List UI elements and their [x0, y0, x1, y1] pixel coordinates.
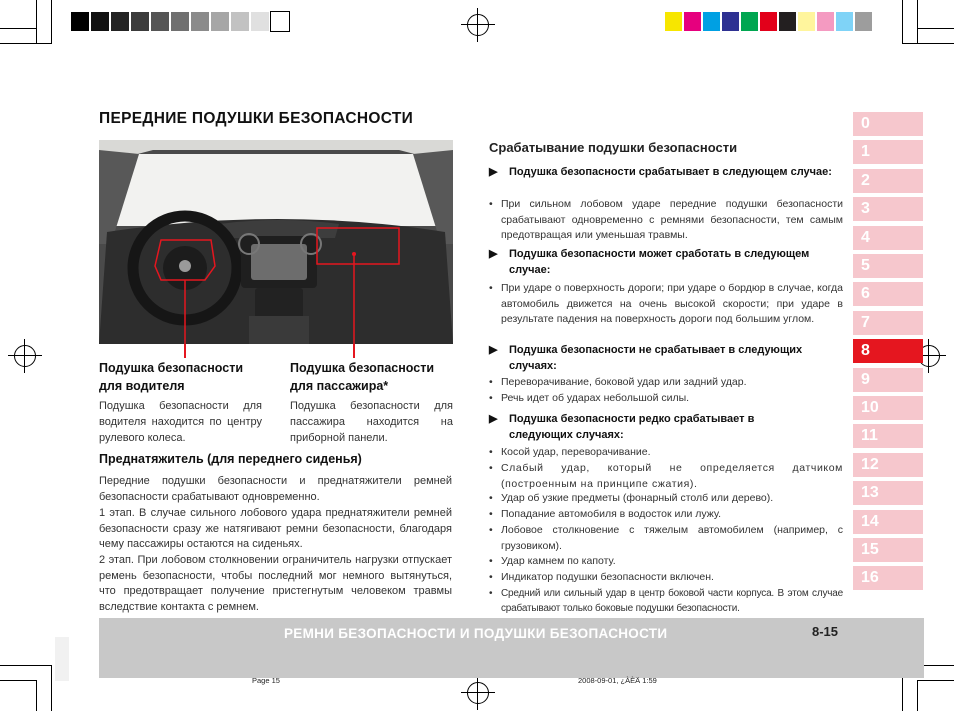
list-item — [489, 570, 843, 586]
bullet-icon: • — [489, 198, 493, 210]
deploys-subheading — [489, 165, 843, 181]
list-item — [489, 586, 843, 616]
bullet-icon: • — [489, 392, 493, 404]
list-item — [489, 523, 843, 554]
list-item — [489, 507, 843, 523]
list-item-text: Речь идет об ударах небольшой силы. — [501, 392, 690, 404]
chapter-tab-1[interactable]: 1 — [853, 140, 923, 164]
color-swatch — [271, 12, 289, 31]
list-item — [489, 445, 843, 461]
pretensioner-title: Преднатяжитель (для переднего сиденья) — [99, 452, 362, 466]
crop-mark — [902, 43, 954, 44]
side-strip — [55, 637, 69, 681]
driver-callout-line — [184, 344, 186, 358]
crop-mark — [902, 0, 903, 44]
color-swatch — [741, 12, 758, 31]
chapter-tab-4[interactable]: 4 — [853, 226, 923, 250]
color-swatch — [251, 12, 269, 31]
color-swatch — [231, 12, 249, 31]
list-item — [489, 461, 843, 492]
list-item — [489, 554, 843, 570]
color-swatch — [111, 12, 129, 31]
dashboard-photo — [99, 140, 453, 344]
triangle-bullet-icon: ▶ — [489, 248, 498, 260]
chapter-tab-5[interactable]: 5 — [853, 254, 923, 278]
registration-mark-bottom — [461, 676, 495, 710]
chapter-tab-6[interactable]: 6 — [853, 282, 923, 306]
crop-mark — [36, 0, 37, 44]
chapter-tab-7[interactable]: 7 — [853, 311, 923, 335]
crop-mark — [917, 680, 954, 681]
crop-mark — [0, 680, 37, 681]
list-item-text: Лобовое столкновение с тяжелым автомобилем (например, с грузовиком). — [501, 524, 843, 552]
bullet-icon: • — [489, 588, 493, 599]
color-swatch — [760, 12, 777, 31]
triangle-bullet-icon: ▶ — [489, 166, 498, 178]
list-item-text: Переворачивание, боковой удар или задний удар. — [501, 376, 747, 388]
bullet-icon: • — [489, 492, 493, 504]
color-swatch — [131, 12, 149, 31]
color-swatch — [703, 12, 720, 31]
bullet-icon: • — [489, 462, 493, 474]
triangle-bullet-icon: ▶ — [489, 413, 498, 425]
crop-mark — [0, 665, 52, 666]
pretensioner-paragraph-1: Передние подушки безопасности и преднатяжители ремней безопасности срабатывают одновременно. — [99, 475, 452, 503]
color-swatch — [191, 12, 209, 31]
chapter-tab-2[interactable]: 2 — [853, 169, 923, 193]
list-item-text: Индикатор подушки безопасности включен. — [501, 571, 714, 583]
slug-timestamp: 2008-09-01, ¿ÀÈÄ 1:59 — [578, 676, 657, 685]
chapter-tab-0[interactable]: 0 — [853, 112, 923, 136]
no-deploy-subheading — [489, 343, 843, 374]
list-item — [489, 491, 843, 507]
page-heading: ПЕРЕДНИЕ ПОДУШКИ БЕЗОПАСНОСТИ — [99, 110, 414, 127]
bullet-icon: • — [489, 446, 493, 458]
bullet-icon: • — [489, 376, 493, 388]
slug-page: Page 15 — [252, 676, 280, 685]
color-swatch — [151, 12, 169, 31]
registration-mark-top — [461, 8, 495, 42]
chapter-tab-3[interactable]: 3 — [853, 197, 923, 221]
list-item-text: Удар камнем по капоту. — [501, 555, 616, 567]
pretensioner-paragraph-3: 2 этап. При лобовом столкновении ограничитель нагрузки отпускает ремень безопасности, чтобы последний мог немного вытянуться, что предотвращает получение пристегнутым человеком травмы вследствие контакта с ремнем. — [99, 554, 452, 613]
triangle-bullet-icon: ▶ — [489, 344, 498, 356]
crop-mark — [917, 28, 954, 29]
color-swatch — [817, 12, 834, 31]
crop-mark — [0, 28, 37, 29]
list-item-text: Удар об узкие предметы (фонарный столб или дерево). — [501, 492, 774, 504]
may-deploy-subheading — [489, 247, 843, 278]
rarely-deploy-subheading — [489, 412, 843, 443]
passenger-airbag-text: Подушка безопасности для пассажира находится на приборной панели. — [290, 400, 453, 444]
list-item-text: Средний или сильный удар в центр боковой части корпуса. В этом случае срабатывают только боковые подушки безопасности. — [501, 588, 843, 614]
color-swatch — [171, 12, 189, 31]
chapter-tab-9[interactable]: 9 — [853, 368, 923, 392]
bullet-icon: • — [489, 571, 493, 583]
footer-title: РЕМНИ БЕЗОПАСНОСТИ И ПОДУШКИ БЕЗОПАСНОСТИ — [284, 626, 668, 641]
passenger-airbag-title: Подушка безопасности для пассажира* — [290, 361, 435, 393]
pretensioner-paragraph-2: 1 этап. В случае сильного лобового удара преднатяжители ремней безопасности сразу же натягивают ремни безопасности, благодаря чему пассажиры остаются на сиденьях. — [99, 507, 452, 550]
list-item-text: При ударе о поверхность дороги; при ударе о бордюр в случае, когда автомобиль движется на очень высокой скорости; при ударе в результате падения на поверхность дороги под большим углом. — [501, 282, 843, 325]
list-item — [489, 375, 843, 391]
crop-mark — [51, 665, 52, 711]
driver-airbag-text: Подушка безопасности для водителя находится по центру рулевого колеса. — [99, 400, 262, 444]
bullet-icon: • — [489, 282, 493, 294]
chapter-tab-15[interactable]: 15 — [853, 538, 923, 562]
bullet-icon: • — [489, 555, 493, 567]
color-swatch — [71, 12, 89, 31]
color-swatch — [798, 12, 815, 31]
list-item-text: При сильном лобовом ударе передние подушки безопасности срабатывают одновременно с ремнями безопасности, тем самым предотвращая или уменьшая травмы. — [501, 198, 843, 241]
chapter-tab-16[interactable]: 16 — [853, 566, 923, 590]
list-item-text: Попадание автомобиля в водосток или лужу. — [501, 508, 722, 520]
deploys-subheading-text: Подушка безопасности срабатывает в следующем случае: — [509, 166, 832, 178]
list-item-text: Слабый удар, который не определяется датчиком (построенным на принципе сжатия). — [501, 462, 843, 490]
crop-mark — [917, 680, 918, 711]
driver-airbag-title: Подушка безопасности для водителя — [99, 361, 244, 393]
passenger-callout-line — [353, 344, 355, 358]
chapter-tab-11[interactable]: 11 — [853, 424, 923, 448]
chapter-tab-8[interactable]: 8 — [853, 339, 923, 363]
color-swatch — [665, 12, 682, 31]
rarely-deploy-subheading-text: Подушка безопасности редко срабатывает в следующих случаях: — [509, 413, 755, 441]
chapter-tab-14[interactable]: 14 — [853, 510, 923, 534]
color-swatch — [855, 12, 872, 31]
bullet-icon: • — [489, 508, 493, 520]
color-swatch — [91, 12, 109, 31]
list-item — [489, 391, 843, 407]
crop-mark — [917, 0, 918, 44]
color-swatch — [211, 12, 229, 31]
crop-mark — [36, 680, 37, 711]
bullet-icon: • — [489, 524, 493, 536]
registration-mark-left — [8, 339, 42, 373]
crop-mark — [51, 0, 52, 44]
chapter-tab-13[interactable]: 13 — [853, 481, 923, 505]
color-swatch — [684, 12, 701, 31]
crop-mark — [0, 43, 52, 44]
list-item — [489, 197, 843, 244]
list-item — [489, 281, 843, 328]
color-swatch — [836, 12, 853, 31]
deployment-title: Срабатывание подушки безопасности — [489, 140, 738, 155]
color-swatch — [779, 12, 796, 31]
list-item-text: Косой удар, переворачивание. — [501, 446, 651, 458]
color-swatch — [722, 12, 739, 31]
no-deploy-subheading-text: Подушка безопасности не срабатывает в следующих случаях: — [509, 344, 803, 372]
chapter-tab-12[interactable]: 12 — [853, 453, 923, 477]
may-deploy-subheading-text: Подушка безопасности может сработать в следующем случае: — [509, 248, 810, 276]
chapter-tab-10[interactable]: 10 — [853, 396, 923, 420]
page-number: 8-15 — [812, 624, 839, 639]
